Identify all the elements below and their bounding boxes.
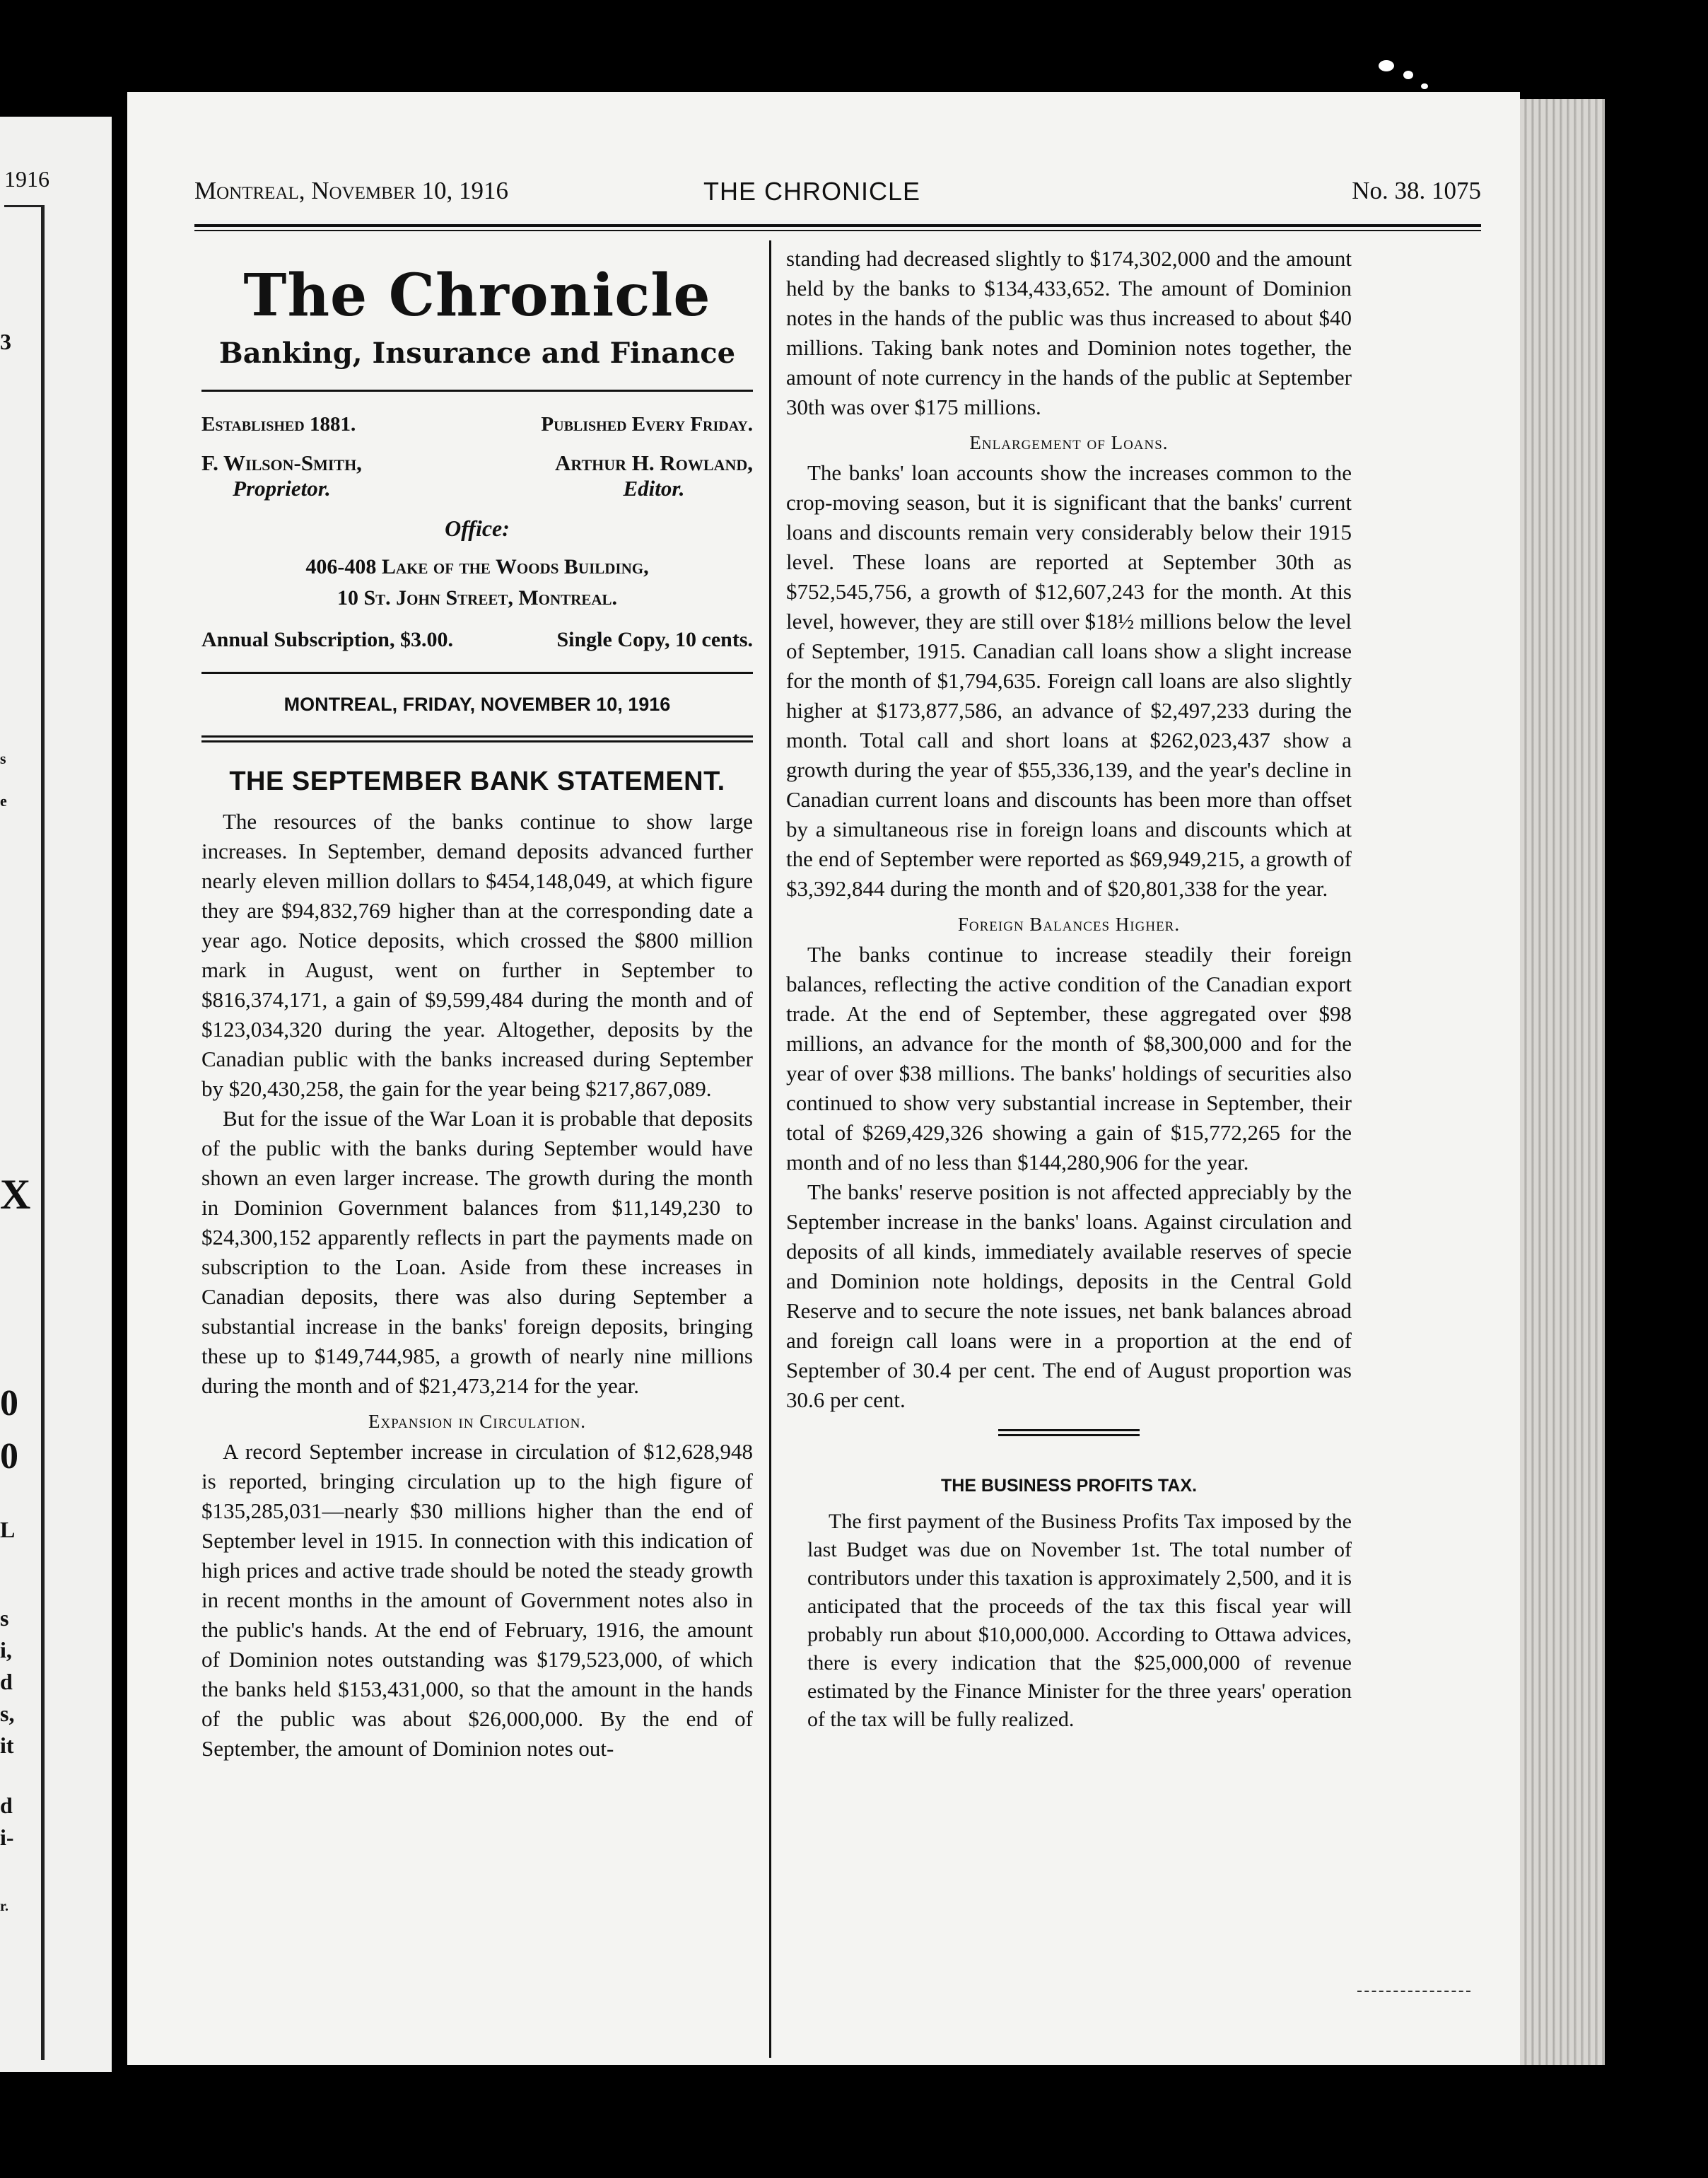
article-paragraph: But for the issue of the War Loan it is probable that deposits of the public with the banks during September would have shown an even larger increase. The growth during the month in Dominion Government balances from $11,149,230 to $24,300,152 apparently reflects in part the payments made on subscription to the Loan. Aside from these increases in Canadian deposits, there was also during September a substantial increase in the banks' foreign deposits, bringing these up to $149,744,985, a growth of nearly nine millions during the month and of $21,473,214 for the year.: [201, 1106, 753, 1398]
header-issue-page: No. 38. 1075: [1352, 177, 1481, 204]
established: Established 1881.: [201, 413, 356, 436]
left-fragment: e: [0, 792, 7, 810]
end-mark: [1357, 1991, 1470, 1992]
header-rule: [194, 224, 1481, 231]
left-fragment: it: [0, 1732, 14, 1758]
annual-subscription: Annual Subscription, $3.00.: [201, 628, 453, 651]
right-column: [786, 244, 1352, 1734]
office-label: Office:: [445, 516, 510, 541]
issue-dateline: MONTREAL, FRIDAY, NOVEMBER 10, 1916: [283, 694, 671, 715]
newspaper-page: [127, 92, 1520, 2065]
scan-speck: [1379, 60, 1394, 71]
masthead: [201, 262, 753, 370]
left-column: [201, 248, 753, 1764]
subscription-info: [201, 628, 753, 652]
left-fragment: s,: [0, 1701, 15, 1726]
article-paragraph: The banks' reserve position is not affected appreciably by the September increase in the banks' loans. Against circulation and deposits of all kinds, immediately available reserves of specie and Dominion note holdings, deposits in the Central Gold Reserve and to secure the note issues, net bank balances abroad and foreign call loans were in a proportion at the end of September of 30.4 per cent. The end of August proportion was 30.6 per cent.: [786, 1180, 1352, 1412]
running-header: [194, 177, 1481, 212]
section-heading: Foreign Balances Higher.: [957, 914, 1181, 935]
section-heading: Expansion in Circulation.: [368, 1411, 587, 1432]
editor-name: Arthur H. Rowland,: [554, 450, 753, 475]
left-fragment: X: [0, 1171, 31, 1218]
proprietor-role: Proprietor.: [233, 476, 331, 501]
dateline-rule-top: [201, 672, 753, 674]
single-copy-price: Single Copy, 10 cents.: [556, 628, 753, 651]
proprietor-name: F. Wilson-Smith,: [201, 450, 362, 475]
left-page-year: 1916: [4, 166, 49, 192]
section-heading: Enlargement of Loans.: [969, 432, 1169, 453]
address-line-1: 406-408 Lake of the Woods Building,: [305, 555, 649, 578]
left-fragment: s: [0, 1605, 9, 1631]
left-fragment: 0: [0, 1436, 18, 1477]
left-fragment: r.: [0, 1899, 9, 1914]
article-paragraph: The banks' loan accounts show the increases common to the crop-moving season, but it is significant that the banks' current loans and discounts remain very considerably below their 1915 level. These loans are reported at September 30th as $752,545,756, a growth of $12,607,243 for the month. At this level, however, they are still over $18½ millions below the level of September, 1915. Canadian call loans show a slight increase for the month of $1,794,635. Foreign call loans are also slightly higher at $173,877,586, an advance of $2,497,233 during the month. Total call and short loans at $262,023,437 show a growth during the year of $55,336,139, and the year's decline in Canadian current loans and discounts has been more than offset by a simultaneous rise in foreign loans and discounts which at the end of September were reported as $69,949,215, a growth of $3,392,844 during the month and of $20,801,338 for the year.: [786, 460, 1352, 901]
article-paragraph: The resources of the banks continue to show large increases. In September, demand deposits advanced further nearly eleven million dollars to $454,148,049, at which figure they are $94,832,769 higher than at the corresponding date a year ago. Notice deposits, which crossed the $800 million mark in August, went on further in September to $816,374,171, a gain of $9,599,484 during the month and of $123,034,320 during the year. Altogether, deposits by the Canadian public with the banks increased during September by $20,430,258, the gain for the year being $217,867,089.: [201, 809, 753, 1101]
published: Published Every Friday.: [541, 413, 753, 436]
masthead-rule: [201, 390, 753, 392]
article-paragraph: The banks continue to increase steadily their foreign balances, reflecting the active condition of the Canadian export trade. At the end of September, these aggregated over $98 millions, an advance for the month of $8,300,000 and for the year of over $38 millions. The banks' holdings of securities also continued to show very substantial increase in September, their total of $269,429,326 showing a gain of $15,772,265 for the month and of no less than $144,280,906 for the year.: [786, 942, 1352, 1175]
left-fragment: 3: [0, 329, 11, 354]
header-dateline: Montreal, November 10, 1916: [194, 177, 509, 204]
staff-names: [201, 450, 753, 501]
column-divider: [769, 240, 771, 2058]
left-fragment: s: [0, 750, 6, 767]
left-fragment: i-: [0, 1824, 14, 1850]
left-fragment: i,: [0, 1637, 12, 1662]
proprietor: [201, 450, 362, 501]
address-line-2: 10 St. John Street, Montreal.: [337, 586, 618, 610]
left-fragment: d: [0, 1793, 13, 1818]
article-title: THE SEPTEMBER BANK STATEMENT.: [229, 767, 725, 796]
left-fragment: L: [0, 1517, 16, 1542]
masthead-subtitle: Banking, Insurance and Finance: [218, 337, 736, 370]
editor-role: Editor.: [623, 476, 685, 501]
scan-speck: [1403, 71, 1413, 79]
office-address: [201, 552, 753, 614]
left-page-column-rule: [4, 205, 45, 2060]
article-separator: [998, 1429, 1140, 1436]
scan-speck: [1421, 83, 1428, 89]
tax-article-body: The first payment of the Business Profits Tax imposed by the last Budget was due on November 1st. The total number of contributors under this taxation is approximately 2,500, and it is anticipated that the proceeds of the tax this fiscal year will probably run about $10,000,000. According to Ottawa advices, there is every indication that the $25,000,000 of revenue estimated by the Finance Minister for the three years' operation of the tax will be fully realized.: [807, 1510, 1352, 1731]
left-facing-page: [0, 117, 112, 2072]
editor: [555, 450, 753, 501]
header-publication: THE CHRONICLE: [703, 177, 921, 206]
dateline-rule-bottom: [201, 735, 753, 742]
publication-info: [201, 413, 753, 436]
article-paragraph: standing had decreased slightly to $174,302,000 and the amount held by the banks to $134,433,652. The amount of Dominion notes in the hands of the public was thus increased to about $40 millions. Taking bank notes and Dominion notes together, the amount of note currency in the hands of the public at September 30th was over $175 millions.: [786, 246, 1352, 419]
tax-article-title: THE BUSINESS PROFITS TAX.: [940, 1476, 1198, 1496]
masthead-title: The Chronicle: [243, 262, 711, 330]
article-paragraph: A record September increase in circulation of $12,628,948 is reported, bringing circulation up to the high figure of $135,285,031—nearly $30 millions higher than the end of September level in 1915. In connection with this indication of high prices and active trade should be noted the steady growth in recent months in the amount of Government notes also in the public's hands. At the end of February, 1916, the amount of Dominion notes outstanding was $179,523,000, of which the banks held $153,431,000, so that the amount in the hands of the public was about $26,000,000. By the end of September, the amount of Dominion notes out-: [201, 1439, 753, 1761]
left-fragment: 0: [0, 1383, 18, 1423]
left-fragment: d: [0, 1669, 13, 1694]
